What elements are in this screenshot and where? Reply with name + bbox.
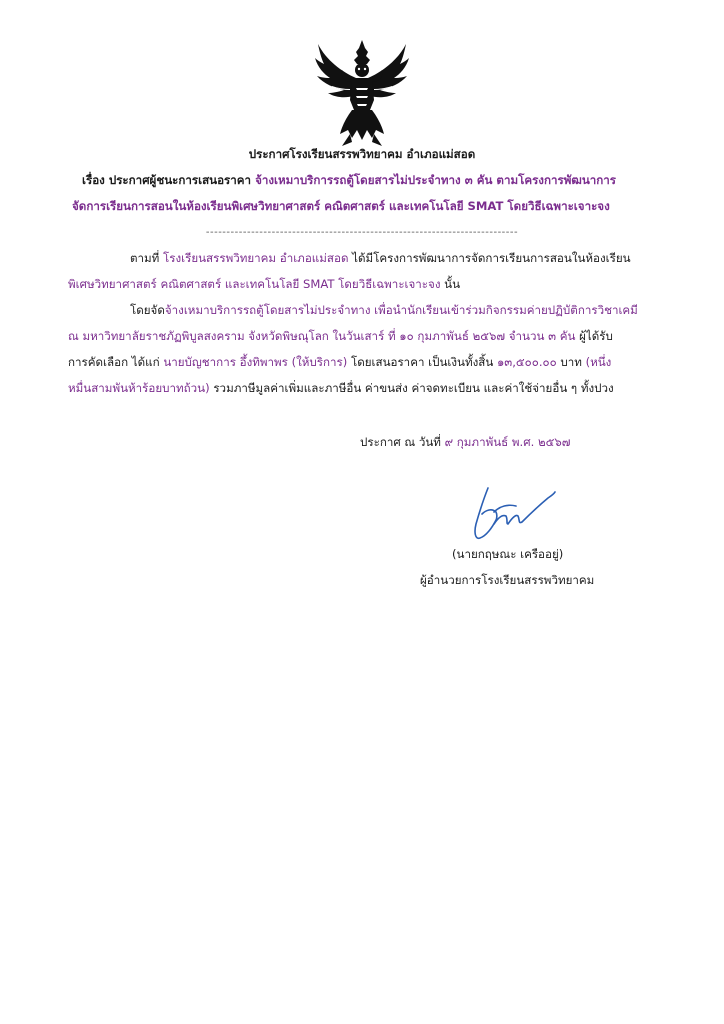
subject-line-2 (72, 198, 610, 214)
signatory-name-text: (นายกฤษณะ เครืออยู่) (452, 547, 564, 561)
header-divider (0, 227, 724, 238)
p1-text-end: นั้น (440, 277, 461, 291)
announcement-title-text: ประกาศโรงเรียนสรรพวิทยาคม อำเภอแม่สอด (248, 147, 476, 161)
winner-name: นายบัญชาการ อึ้งทิพาพร (ให้บริการ) (163, 355, 348, 369)
paragraph-1-line-2 (68, 276, 460, 292)
p2-text-a: โดยจัด (130, 303, 165, 317)
signatory-title (420, 572, 594, 588)
price-amount: ๑๓,๕๐๐.๐๐ (496, 355, 557, 369)
paragraph-2-line-4 (68, 380, 614, 396)
paragraph-2-line-2 (68, 328, 613, 344)
price-words-start: (หนึ่ง (585, 355, 612, 369)
p2-text-tax-note: รวมภาษีมูลค่าเพิ่มและภาษีอื่น ค่าขนส่ง ค่าจดทะเบียน และค่าใช้จ่ายอื่น ๆ ทั้งปวง (209, 381, 614, 395)
service-description: จ้างเหมาบริการรถตู้โดยสารไม่ประจำทาง เพื่อนำนักเรียนเข้าร่วมกิจกรรมค่ายปฏิบัติการวิชาเคมี (164, 303, 638, 317)
p1-text-c: ได้มีโครงการพัฒนาการจัดการเรียนการสอนในห้องเรียน (348, 251, 631, 265)
subject-line-2-text: จัดการเรียนการสอนในห้องเรียนพิเศษวิทยาศาสตร์ คณิตศาสตร์ และเทคโนโลยี SMAT โดยวิธีเฉพาะเจาะจง (72, 199, 610, 213)
announcement-title (0, 146, 724, 162)
paragraph-2-line-3 (68, 354, 611, 370)
subject-prefix: เรื่อง ประกาศผู้ชนะการเสนอราคา (82, 173, 256, 187)
paragraph-2-line-1 (130, 302, 638, 318)
p1-text-a: ตามที่ (130, 251, 164, 265)
project-name: พิเศษวิทยาศาสตร์ คณิตศาสตร์ และเทคโนโลยี SMAT โดยวิธีเฉพาะเจาะจง (68, 277, 441, 291)
subject-highlight: จ้างเหมาบริการรถตู้โดยสารไม่ประจำทาง ๓ คัน ตามโครงการพัฒนาการ (255, 173, 617, 187)
p2-text-price-label: โดยเสนอราคา เป็นเงินทั้งสิ้น (347, 355, 497, 369)
currency-label: บาท (556, 355, 586, 369)
service-location-date: ณ มหาวิทยาลัยราชภัฏพิบูลสงคราม จังหวัดพิษณุโลก ในวันเสาร์ ที่ ๑๐ กุมภาพันธ์ ๒๕๖๗ จำนวน ๓ คัน (68, 329, 576, 343)
announce-date: ๙ กุมภาพันธ์ พ.ศ. ๒๕๖๗ (444, 435, 571, 449)
signatory-title-text: ผู้อำนวยการโรงเรียนสรรพวิทยาคม (420, 573, 595, 587)
price-words-end: หมื่นสามพันห้าร้อยบาทถ้วน) (68, 381, 210, 395)
signatory-name (452, 546, 563, 562)
announce-date-line (360, 434, 570, 450)
announce-prefix: ประกาศ ณ วันที่ (360, 435, 445, 449)
header-divider-text: ---------------------------------------------------------------------------- (205, 227, 519, 238)
p2-text-selection: การคัดเลือก ได้แก่ (68, 355, 164, 369)
garuda-emblem-icon (312, 38, 412, 148)
subject-line-1 (82, 172, 616, 188)
school-name: โรงเรียนสรรพวิทยาคม อำเภอแม่สอด (163, 251, 349, 265)
p2-text-winner-label: ผู้ได้รับ (575, 329, 613, 343)
paragraph-1-line-1 (130, 250, 631, 266)
signature-icon (466, 484, 556, 546)
